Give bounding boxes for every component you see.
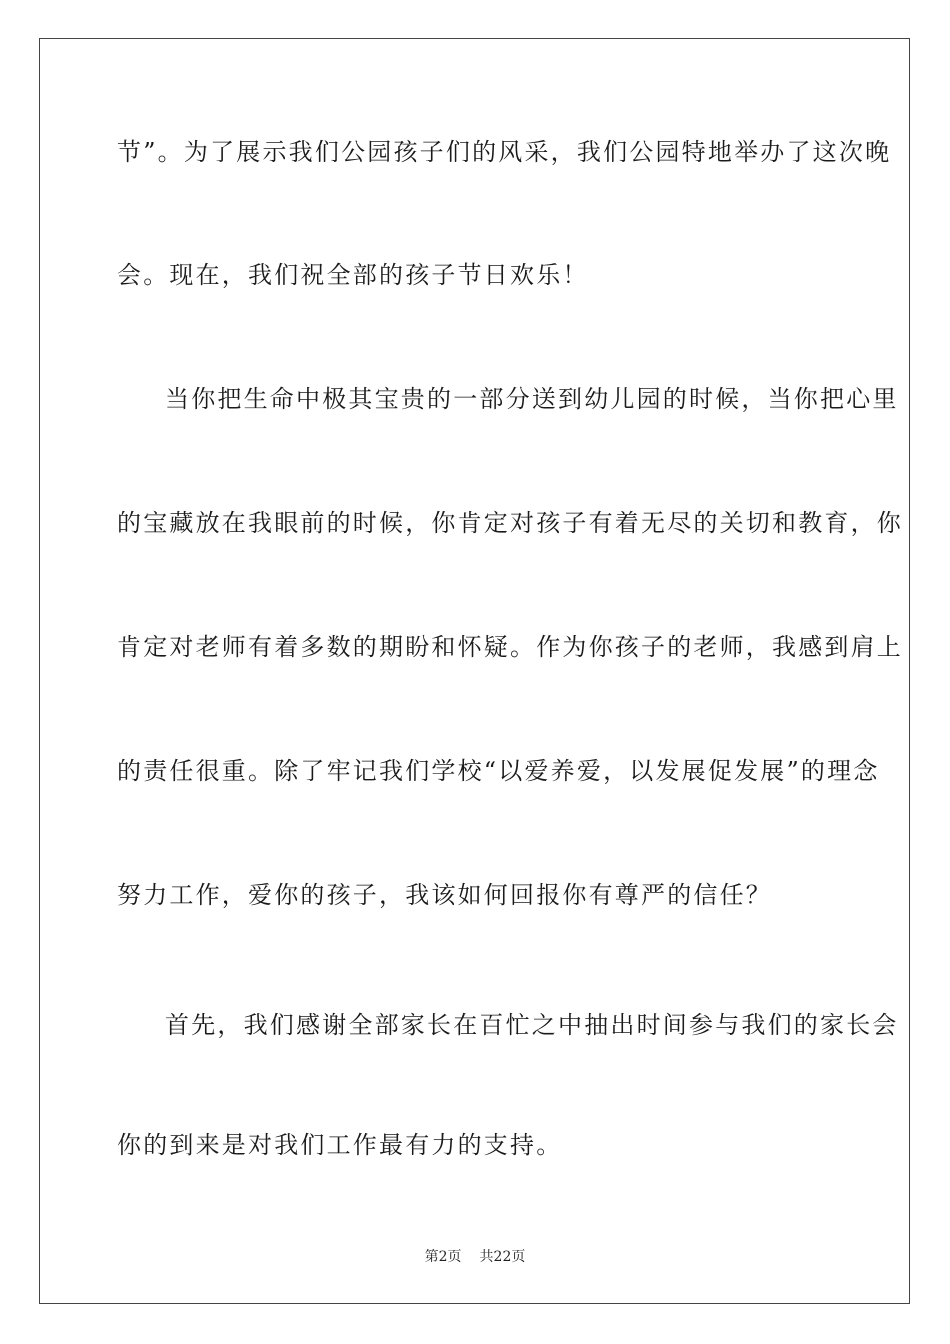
total-pages: 共22页	[479, 1249, 526, 1265]
text-line-9: 你的到来是对我们工作最有力的支持。	[117, 1131, 563, 1159]
text-line-6: 的责任很重。除了牢记我们学校“以爱养爱，以发展促发展”的理念	[117, 757, 880, 785]
text-line-3: 当你把生命中极其宝贵的一部分送到幼儿园的时候，当你把心里	[165, 385, 899, 413]
page-number: 第2页	[424, 1249, 462, 1265]
text-line-4: 的宝藏放在我眼前的时候，你肯定对孩子有着无尽的关切和教育，你	[117, 509, 903, 537]
text-line-2: 会。现在，我们祝全部的孩子节日欢乐！	[117, 261, 589, 289]
text-line-7: 努力工作，爱你的孩子，我该如何回报你有尊严的信任？	[117, 881, 772, 909]
page-frame	[39, 38, 910, 1304]
page-footer	[0, 1246, 950, 1266]
text-line-5: 肯定对老师有着多数的期盼和怀疑。作为你孩子的老师，我感到肩上	[117, 633, 903, 661]
text-line-1: 节”。为了展示我们公园孩子们的风采，我们公园特地举办了这次晚	[117, 138, 892, 166]
text-line-8: 首先，我们感谢全部家长在百忙之中抽出时间参与我们的家长会	[165, 1011, 899, 1039]
